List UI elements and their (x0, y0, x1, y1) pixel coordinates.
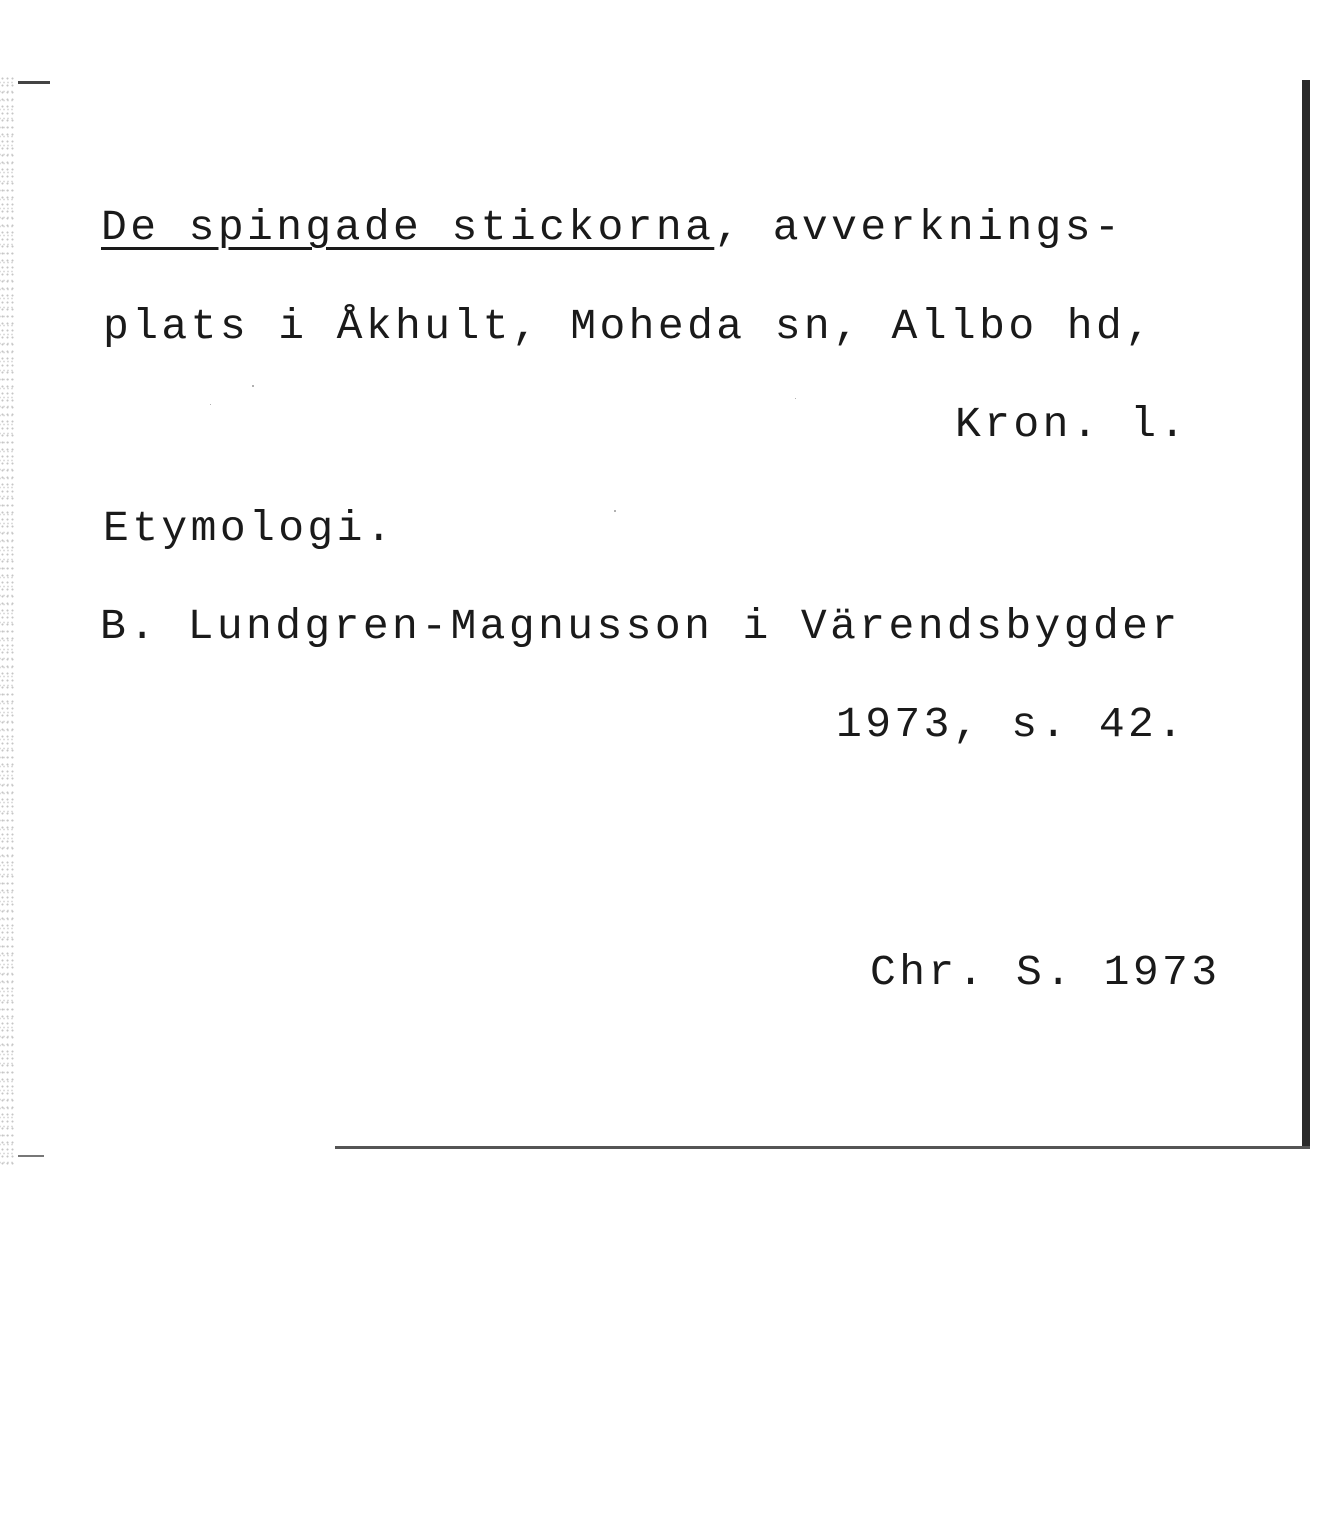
card-right-edge (1302, 80, 1310, 1148)
scan-edge (0, 75, 14, 1165)
card-bottom-edge (335, 1146, 1310, 1149)
scan-speck (252, 385, 254, 387)
scan-speck (795, 398, 796, 399)
card-signature: Chr. S. 1973 (870, 948, 1221, 997)
card-title: De spingade stickorna (101, 203, 715, 252)
card-source-reference: 1973, s. 42. (836, 700, 1187, 749)
scan-speck (210, 404, 211, 405)
scan-mark-bottom (18, 1155, 44, 1157)
card-title-continuation: , avverknings- (714, 203, 1124, 252)
scan-speck (614, 510, 616, 512)
card-place-line: plats i Åkhult, Moheda sn, Allbo hd, (103, 302, 1155, 351)
card-source: B. Lundgren-Magnusson i Värendsbygder (100, 602, 1181, 651)
card-heading-line (101, 203, 1124, 252)
card-county: Kron. l. (955, 400, 1189, 449)
card-category: Etymologi. (103, 504, 396, 553)
